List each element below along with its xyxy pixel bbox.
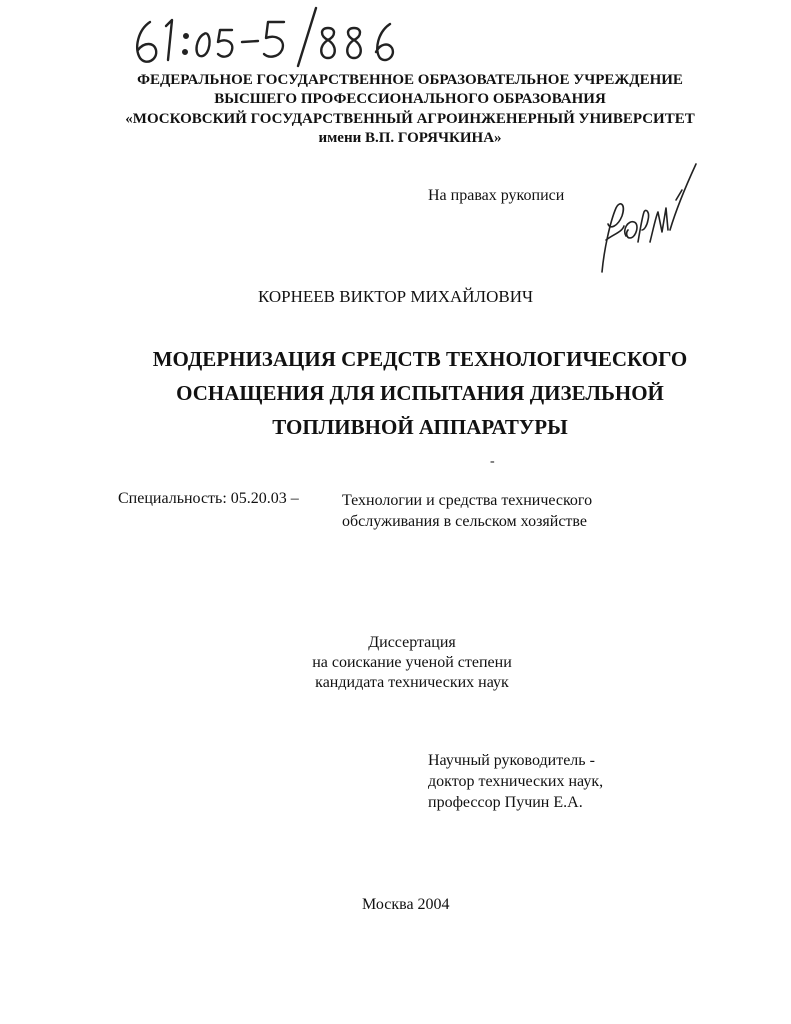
supervisor-line-3: профессор Пучин Е.А. bbox=[428, 794, 583, 811]
supervisor-line-1: Научный руководитель - bbox=[428, 752, 595, 769]
author-name: КОРНЕЕВ ВИКТОР МИХАЙЛОВИЧ bbox=[257, 287, 534, 306]
organization-line-1: ФЕДЕРАЛЬНОЕ ГОСУДАРСТВЕННОЕ ОБРАЗОВАТЕЛЬНОЕ УЧРЕЖДЕНИЕ bbox=[137, 72, 683, 88]
organization-line-2: ВЫСШЕГО ПРОФЕССИОНАЛЬНОГО ОБРАЗОВАНИЯ bbox=[214, 91, 606, 107]
title-line-2: ОСНАЩЕНИЯ ДЛЯ ИСПЫТАНИЯ ДИЗЕЛЬНОЙ bbox=[176, 381, 664, 405]
dissertation-line-2: на соискание ученой степени bbox=[312, 654, 512, 671]
supervisor-block bbox=[428, 750, 603, 813]
organization-line-3: «МОСКОВСКИЙ ГОСУДАРСТВЕННЫЙ АГРОИНЖЕНЕРНЫЙ УНИВЕРСИТЕТ bbox=[125, 111, 695, 127]
rights-note: На правах рукописи bbox=[428, 187, 565, 204]
dissertation-line-3: кандидата технических наук bbox=[315, 674, 509, 691]
organization-line-4: имени В.П. ГОРЯЧКИНА» bbox=[318, 130, 502, 146]
specialty-line-2: обслуживания в сельском хозяйстве bbox=[342, 513, 587, 530]
supervisor-line-2: доктор технических наук, bbox=[428, 773, 604, 790]
title-line-1: МОДЕРНИЗАЦИЯ СРЕДСТВ ТЕХНОЛОГИЧЕСКОГО bbox=[152, 347, 688, 371]
specialty-line-1: Технологии и средства технического bbox=[342, 492, 593, 509]
specialty-description bbox=[342, 490, 592, 532]
stray-dash-mark: - bbox=[490, 454, 495, 469]
city-year: Москва 2004 bbox=[362, 896, 450, 913]
specialty-label: Специальность: 05.20.03 – bbox=[118, 490, 299, 507]
dissertation-line-1: Диссертация bbox=[368, 634, 456, 651]
title-line-3: ТОПЛИВНОЙ АППАРАТУРЫ bbox=[272, 415, 568, 439]
handwritten-archive-number bbox=[128, 4, 418, 70]
handwritten-signature bbox=[592, 160, 702, 280]
